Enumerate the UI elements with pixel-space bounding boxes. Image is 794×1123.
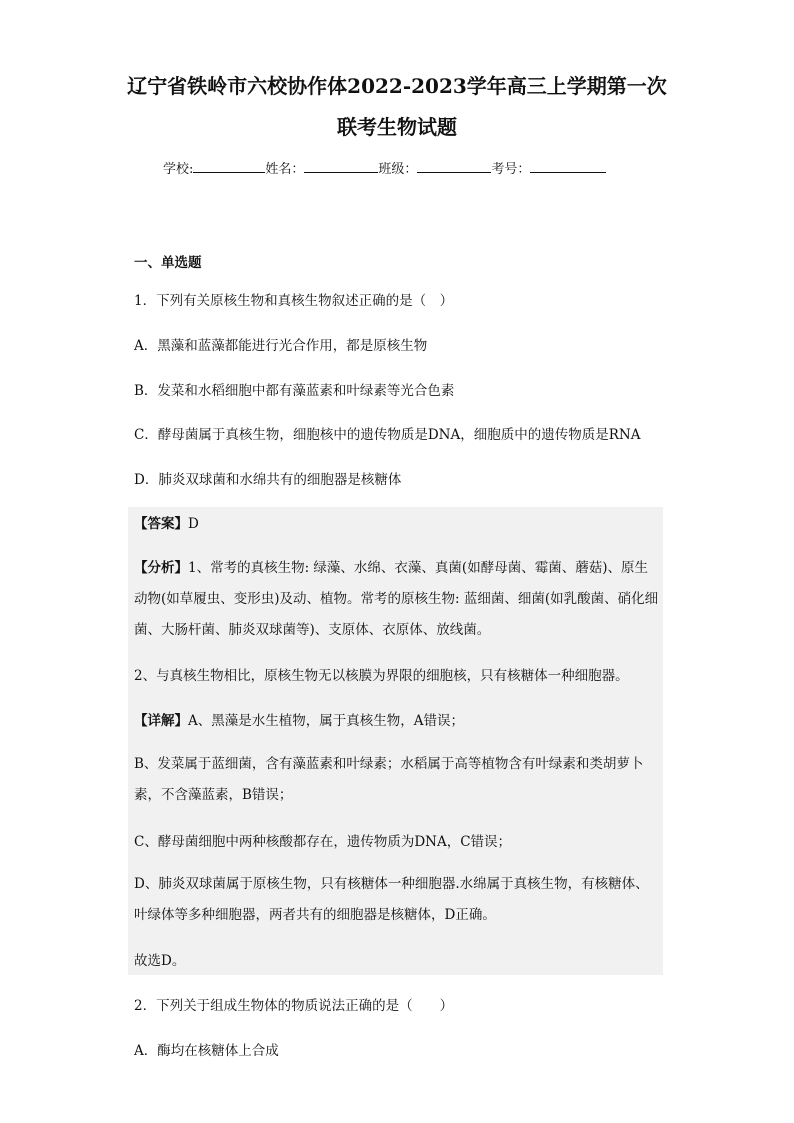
q1-detail-c: C、酵母菌细胞中两种核酸都存在，遗传物质为DNA，C错误； xyxy=(134,834,512,850)
answer-value: D xyxy=(188,516,199,532)
school-blank xyxy=(193,160,265,173)
document-title-line-1: 辽宁省铁岭市六校协作体2022-2023学年高三上学期第一次 xyxy=(127,74,667,98)
q1-detail-a xyxy=(134,710,664,732)
answer-tag: 【答案】 xyxy=(134,516,188,532)
q1-detail-d: D、肺炎双球菌属于原核生物，只有核糖体一种细胞器.水绵属于真核生物，有核糖体、叶绿体等多种细胞器，两者共有的细胞器是核糖体，D正确。 xyxy=(134,876,649,923)
name-label: 姓名： xyxy=(265,162,305,177)
analysis-text-1: 1、常考的真核生物: 绿藻、水绵、衣藻、真菌(如酵母菌、霉菌、蘑菇)、原生动物(如草履虫、变形虫)及动、植物。常考的原核生物: 蓝细菌、细菌(如乳酸菌、硝化细菌、大肠杆菌、肺炎双球菌等)、支原体、衣原体、放线菌。 xyxy=(134,560,659,638)
exam-number-blank xyxy=(530,160,606,173)
exam-number-label: 考号： xyxy=(491,162,531,177)
q1-answer xyxy=(134,513,664,535)
q1-option-c: C．酵母菌属于真核生物，细胞核中的遗传物质是DNA，细胞质中的遗传物质是RNA xyxy=(134,427,641,443)
document-title-line-2: 联考生物试题 xyxy=(337,115,457,139)
q1-analysis-1 xyxy=(134,553,661,646)
q1-option-a: A．黑藻和蓝藻都能进行光合作用，都是原核生物 xyxy=(134,338,428,354)
name-blank xyxy=(304,160,378,173)
detail-a-text: A、黑藻是水生植物，属于真核生物，A错误； xyxy=(188,713,464,729)
section-heading: 一、单选题 xyxy=(134,255,202,271)
student-info-row xyxy=(163,158,606,177)
class-blank xyxy=(417,160,491,173)
q2-option-a: A．酶均在核糖体上合成 xyxy=(134,1043,279,1059)
class-label: 班级： xyxy=(378,162,418,177)
q1-detail-b: B、发菜属于蓝细菌，含有藻蓝素和叶绿素；水稻属于高等植物含有叶绿素和类胡萝卜素，不含藻蓝素，B错误； xyxy=(134,756,644,803)
q1-analysis-2: 2、与真核生物相比，原核生物无以核膜为界限的细胞核，只有核糖体一种细胞器。 xyxy=(134,668,629,684)
q1-stem: 1．下列有关原核生物和真核生物叙述正确的是（ ） xyxy=(134,293,454,309)
q1-conclusion: 故选D。 xyxy=(134,953,186,969)
school-label: 学校: xyxy=(163,162,194,177)
detail-tag: 【详解】 xyxy=(134,713,188,729)
q2-stem: 2．下列关于组成生物体的物质说法正确的是（ ） xyxy=(134,998,454,1014)
q1-option-d: D．肺炎双球菌和水绵共有的细胞器是核糖体 xyxy=(134,472,402,488)
analysis-tag: 【分析】 xyxy=(134,560,188,576)
q1-option-b: B．发菜和水稻细胞中都有藻蓝素和叶绿素等光合色素 xyxy=(134,383,455,399)
